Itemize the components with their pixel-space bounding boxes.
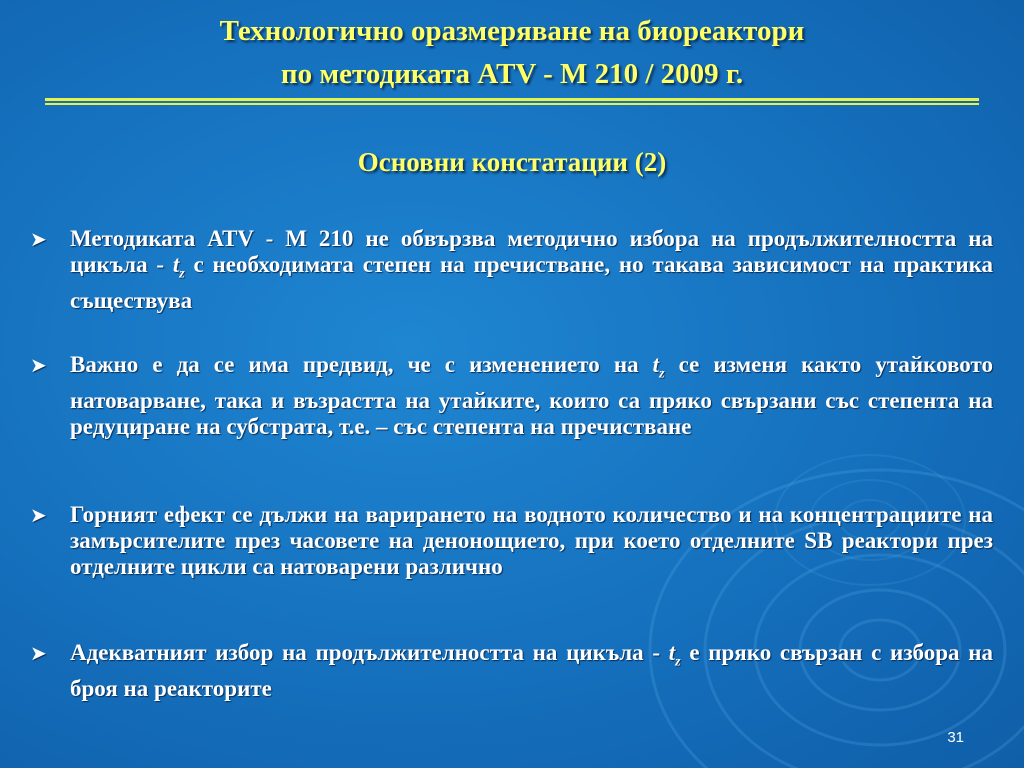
bullet-item xyxy=(30,640,993,702)
section-subtitle: Основни констатации (2) xyxy=(357,147,667,177)
title-underline-thin xyxy=(45,103,979,105)
bullet-item xyxy=(30,352,993,440)
bullet-text: Адекватният избор на продължителността на цикъла - $t_z$ е пряко свързан с избора на броя на реакторите xyxy=(70,640,994,701)
arrow-bullet-icon: ➤ xyxy=(30,353,47,377)
arrow-bullet-icon: ➤ xyxy=(30,503,47,527)
bullet-text: Методиката ATV - M 210 не обвързва методично избора на продължителността на цикъла - $t_z$ с необходимата степен на пречистване, но такава зависимост на практика съществува xyxy=(70,226,993,313)
bullet-text: Горният ефект се дължи на варирането на водното количество и на концентрациите на замърсителите през часовете на денонощието, при което отделните SB реактори през отделните цикли са натоварени различно xyxy=(70,502,993,579)
arrow-bullet-icon: ➤ xyxy=(30,641,47,665)
arrow-bullet-icon: ➤ xyxy=(30,227,47,251)
page-number: 31 xyxy=(947,729,964,746)
bullet-item xyxy=(30,226,993,314)
slide-title-line-1: Технологично оразмеряване на биореактори xyxy=(219,15,805,47)
slide-title-line-2: по методиката ATV - M 210 / 2009 г. xyxy=(280,58,744,90)
title-underline xyxy=(45,98,979,101)
bullet-text: Важно е да се има предвид, че с изменението на $t_z$ се изменя както утайковото натоварване, така и възрастта на утайките, които са пряко свързани със степента на редуциране на субстрата, т.е. – със степента на пречистване xyxy=(70,352,994,439)
bullet-item xyxy=(30,502,993,580)
